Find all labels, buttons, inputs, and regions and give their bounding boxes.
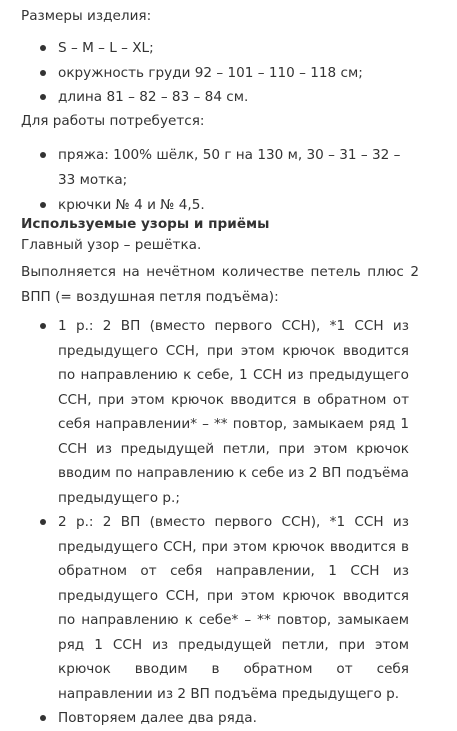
list-item: длина 81 – 82 – 83 – 84 см. xyxy=(38,85,427,110)
list-item: 2 р.: 2 ВП (вместо первого ССН), *1 ССН из предыдущего ССН, при этом крючок вводится в обратном от себя направлении, 1 ССН из предыдущего ССН, при этом крючок вводится по направлению к себе* – ** повтор, замыкаем ряд 1 ССН из предыдущей петли, при этом крючок вводим в обратном от себя направлении из 2 ВП подъёма предыдущего р. xyxy=(38,510,409,706)
main-pattern-text: Главный узор – решётка. xyxy=(21,237,202,253)
pattern-rows-list xyxy=(38,314,409,731)
materials-title: Для работы потребуется: xyxy=(21,113,205,129)
list-item: Повторяем далее два ряда. xyxy=(38,706,409,731)
sizes-title: Размеры изделия: xyxy=(21,8,152,24)
section-heading: Используемые узоры и приёмы xyxy=(21,216,270,232)
list-item: S – M – L – XL; xyxy=(38,36,427,61)
list-item: крючки № 4 и № 4,5. xyxy=(38,193,409,218)
list-item: окружность груди 92 – 101 – 110 – 118 см; xyxy=(38,61,427,86)
pattern-intro: Выполняется на нечётном количестве петель плюс 2 ВПП (= воздушная петля подъёма): xyxy=(21,264,419,305)
list-item: 1 р.: 2 ВП (вместо первого ССН), *1 ССН из предыдущего ССН, при этом крючок вводится по направлению к себе, 1 ССН из предыдущего ССН, при этом крючок вводится в обратном от себя направлении* – ** повтор, замыкаем ряд 1 ССН из предыдущей петли, при этом крючок вводим по направлению к себе из 2 ВП подъёма предыдущего р.; xyxy=(38,314,409,510)
list-item: пряжа: 100% шёлк, 50 г на 130 м, 30 – 31 – 32 – 33 мотка; xyxy=(38,143,409,192)
sizes-list xyxy=(38,36,427,110)
materials-list xyxy=(38,143,409,218)
